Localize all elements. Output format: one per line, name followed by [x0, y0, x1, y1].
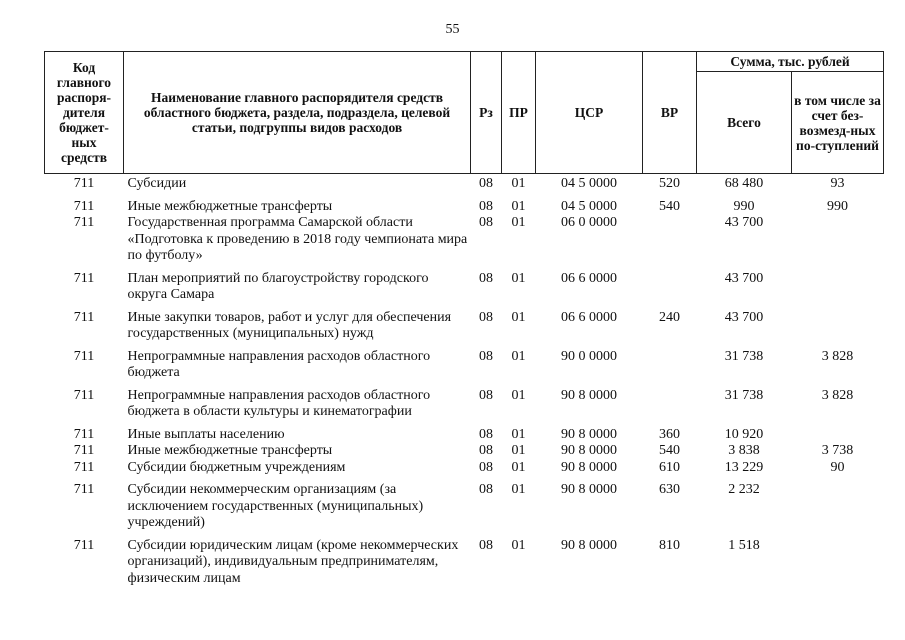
cell-pr: 01 — [511, 176, 526, 191]
cell-rz: 08 — [479, 176, 493, 191]
header-csr: ЦСР — [536, 52, 643, 174]
table-row — [45, 443, 884, 460]
cell-vr — [643, 382, 697, 421]
cell-rz: 08 — [479, 482, 493, 497]
cell-free — [792, 421, 884, 444]
cell-pr: 01 — [511, 198, 526, 214]
cell-rz: 08 — [479, 443, 493, 458]
cell-kod: 711 — [73, 270, 95, 286]
cell-rz: 08 — [479, 215, 493, 230]
cell-rz: 08 — [479, 348, 493, 364]
cell-name: Иные межбюджетные трансферты — [127, 198, 333, 214]
cell-total: 31 738 — [724, 348, 764, 364]
cell-total: 3 838 — [728, 443, 760, 458]
cell-rz: 08 — [479, 198, 493, 214]
table-row — [45, 460, 884, 477]
cell-csr: 90 8 0000 — [561, 443, 617, 458]
cell-kod: 711 — [73, 176, 95, 191]
cell-rz: 08 — [479, 387, 493, 403]
cell-csr: 90 8 0000 — [561, 426, 617, 442]
cell-kod: 711 — [73, 198, 95, 214]
header-sum: Сумма, тыс. рублей — [697, 52, 884, 72]
cell-vr — [643, 343, 697, 382]
cell-pr: 01 — [511, 426, 526, 442]
cell-free — [792, 265, 884, 304]
cell-pr: 01 — [511, 443, 526, 458]
cell-total: 68 480 — [724, 176, 764, 191]
cell-rz: 08 — [479, 459, 493, 475]
cell-free: 3 738 — [821, 443, 854, 458]
cell-vr: 360 — [659, 426, 680, 442]
cell-free — [792, 304, 884, 343]
cell-rz: 08 — [479, 270, 493, 286]
cell-kod: 711 — [73, 459, 95, 475]
cell-name: Непрограммные направления расходов областного бюджета — [127, 348, 431, 380]
table-row — [45, 304, 884, 343]
cell-name: Субсидии юридическим лицам (кроме некоммерческих организаций), индивидуальным предпринимателям, физическим лицам — [127, 537, 459, 586]
cell-free: 93 — [830, 176, 845, 191]
cell-total: 1 518 — [728, 537, 760, 553]
cell-pr: 01 — [511, 309, 526, 325]
cell-pr: 01 — [511, 215, 526, 230]
table-row — [45, 193, 884, 216]
cell-kod: 711 — [73, 426, 95, 442]
cell-name: План мероприятий по благоустройству городского округа Самара — [127, 270, 429, 302]
header-free: в том числе за счет без-возмезд-ных по-ступлений — [792, 72, 884, 174]
cell-vr: 810 — [659, 537, 680, 553]
cell-free: 990 — [827, 198, 848, 214]
cell-csr: 90 8 0000 — [561, 459, 617, 475]
table-header — [45, 52, 884, 174]
cell-free: 90 — [830, 459, 845, 475]
table-row — [45, 382, 884, 421]
cell-total: 990 — [733, 198, 755, 214]
page-number: 55 — [445, 22, 460, 37]
cell-total: 43 700 — [724, 215, 764, 230]
cell-vr: 240 — [659, 309, 680, 325]
cell-kod: 711 — [73, 215, 95, 230]
cell-free — [792, 476, 884, 532]
cell-name: Иные закупки товаров, работ и услуг для обеспечения государственных (муниципальных) нужд — [127, 309, 452, 341]
cell-csr: 90 0 0000 — [561, 348, 617, 364]
header-total: Всего — [697, 72, 792, 174]
table-row — [45, 532, 884, 588]
cell-name: Иные межбюджетные трансферты — [127, 443, 333, 458]
cell-rz: 08 — [479, 426, 493, 442]
cell-free — [792, 532, 884, 588]
cell-total: 2 232 — [728, 482, 760, 497]
header-pr: ПР — [502, 52, 536, 174]
cell-csr: 90 8 0000 — [561, 537, 617, 553]
cell-kod: 711 — [73, 537, 95, 553]
header-name: Наименование главного распорядителя средств областного бюджета, раздела, подраздела, целевой статьи, подгруппы видов расходов — [124, 52, 471, 174]
cell-free: 3 828 — [821, 387, 854, 403]
cell-vr — [643, 215, 697, 265]
cell-kod: 711 — [73, 387, 95, 403]
cell-rz: 08 — [479, 537, 493, 553]
cell-kod: 711 — [73, 443, 95, 458]
cell-pr: 01 — [511, 537, 526, 553]
header-vr: ВР — [643, 52, 697, 174]
header-rz: Рз — [471, 52, 502, 174]
cell-vr: 630 — [659, 482, 680, 497]
cell-pr: 01 — [511, 459, 526, 475]
table-row — [45, 215, 884, 265]
table-row — [45, 174, 884, 193]
cell-free — [792, 215, 884, 265]
cell-kod: 711 — [73, 482, 95, 497]
header-kod: Код главного распоря-дителя бюджет-ных средств — [45, 52, 124, 174]
cell-csr: 04 5 0000 — [561, 176, 617, 191]
table-body — [45, 174, 884, 588]
cell-name: Субсидии некоммерческим организациям (за исключением государственных (муниципальных) учреждений) — [127, 482, 424, 530]
cell-name: Иные выплаты населению — [127, 426, 285, 442]
cell-pr: 01 — [511, 270, 526, 286]
cell-name: Государственная программа Самарской области «Подготовка к проведению в 2018 году чемпионата мира по футболу» — [127, 215, 468, 263]
cell-kod: 711 — [73, 348, 95, 364]
cell-csr: 06 6 0000 — [561, 309, 617, 325]
cell-vr: 520 — [659, 176, 680, 191]
cell-vr: 540 — [659, 443, 680, 458]
cell-csr: 06 0 0000 — [561, 215, 617, 230]
table-row — [45, 265, 884, 304]
cell-total: 10 920 — [724, 426, 764, 442]
cell-free: 3 828 — [821, 348, 854, 364]
cell-csr: 90 8 0000 — [561, 387, 617, 403]
budget-table — [44, 51, 884, 587]
cell-csr: 06 6 0000 — [561, 270, 617, 286]
table-row — [45, 343, 884, 382]
cell-total: 31 738 — [724, 387, 764, 403]
cell-pr: 01 — [511, 348, 526, 364]
cell-kod: 711 — [73, 309, 95, 325]
cell-total: 13 229 — [724, 459, 764, 475]
cell-vr: 540 — [659, 198, 680, 214]
cell-name: Субсидии бюджетным учреждениям — [127, 459, 346, 475]
cell-name: Субсидии — [127, 176, 187, 191]
cell-rz: 08 — [479, 309, 493, 325]
cell-csr: 90 8 0000 — [561, 482, 617, 497]
cell-pr: 01 — [511, 482, 526, 497]
cell-total: 43 700 — [724, 270, 764, 286]
cell-vr: 610 — [659, 459, 680, 475]
cell-name: Непрограммные направления расходов областного бюджета в области культуры и кинематографии — [127, 387, 431, 419]
table-row — [45, 476, 884, 532]
cell-total: 43 700 — [724, 309, 764, 325]
cell-pr: 01 — [511, 387, 526, 403]
cell-vr — [643, 265, 697, 304]
table-row — [45, 421, 884, 444]
cell-csr: 04 5 0000 — [561, 198, 617, 214]
